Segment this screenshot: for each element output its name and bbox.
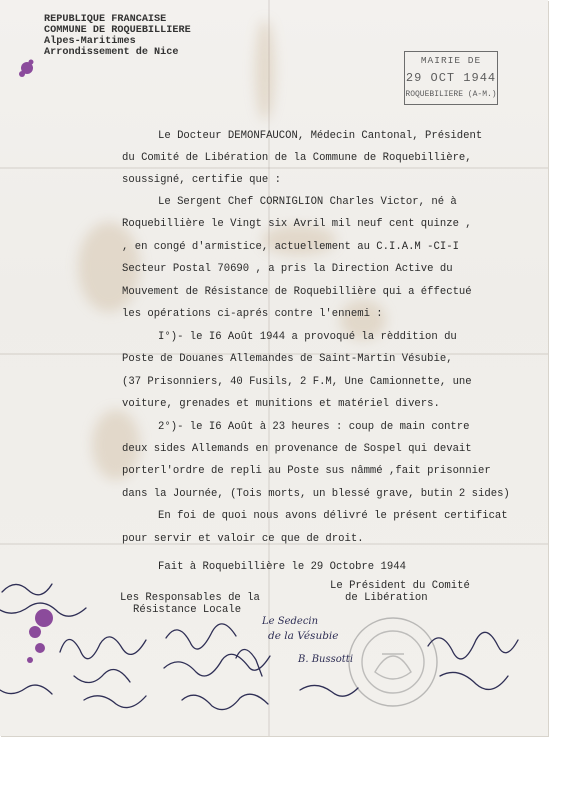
- body-line: les opérations ci-aprés contre l'ennemi :: [122, 308, 383, 320]
- body-line: , en congé d'armistice, actuellement au C.I.A.M -CI-I: [122, 241, 459, 253]
- signatory-title: Résistance Locale: [133, 604, 242, 616]
- commune-seal: [349, 618, 437, 706]
- body-line: Mouvement de Résistance de Roquebillière qui a éffectué: [122, 286, 472, 298]
- body-line: soussigné, certifie que :: [122, 174, 281, 186]
- signatory-title: Les Responsables de la: [120, 592, 260, 604]
- body-line: Le Sergent Chef CORNIGLION Charles Victor, né à: [158, 196, 457, 208]
- place-date-line: Fait à Roquebillière le 29 Octobre 1944: [158, 561, 406, 573]
- body-line: pour servir et valoir ce que de droit.: [122, 533, 364, 545]
- body-line: Roquebillière le Vingt six Avril mil neuf cent quinze ,: [122, 218, 472, 230]
- stamp-label: MAIRIE DE: [420, 55, 482, 66]
- header-line: Alpes-Maritimes: [44, 36, 136, 47]
- body-line: Secteur Postal 70690 , a pris la Direction Active du: [122, 263, 453, 275]
- signatory-title: de Libération: [345, 592, 428, 604]
- handwritten-note: Le Sedecin: [262, 616, 319, 627]
- body-line: Le Docteur DEMONFAUCON, Médecin Cantonal, Président: [158, 130, 483, 142]
- body-line: du Comité de Libération de la Commune de Roquebillière,: [122, 152, 472, 164]
- signatory-title: Le Président du Comité: [330, 580, 470, 592]
- body-line: porterl'ordre de repli au Poste sus nâmmé ,fait prisonnier: [122, 465, 491, 477]
- body-line: En foi de quoi nous avons délivré le présent certificat: [158, 510, 508, 522]
- body-line: (37 Prisonniers, 40 Fusils, 2 F.M, Une Camionnette, une: [122, 376, 472, 388]
- header-line: Arrondissement de Nice: [44, 47, 179, 58]
- body-line: I°)- le I6 Août 1944 a provoqué la rèddition du: [158, 331, 457, 343]
- ink-blot: [19, 60, 53, 664]
- body-line: 2°)- le I6 Août à 23 heures : coup de main contre: [158, 421, 470, 433]
- header-line: COMMUNE DE ROQUEBILLIERE: [44, 25, 191, 36]
- body-line: dans la Journée, (Tois morts, un blessé grave, butin 2 sides): [122, 488, 510, 500]
- body-line: voiture, grenades et munitions et matériel divers.: [122, 398, 440, 410]
- handwritten-note: de la Vésubie: [268, 630, 339, 642]
- stamp-date: 29 OCT 1944: [405, 71, 497, 85]
- body-line: deux sides Allemands en provenance de Sospel qui devait: [122, 443, 472, 455]
- body-line: Poste de Douanes Allemandes de Saint-Martin Vésubie,: [122, 353, 453, 365]
- handwritten-note: B. Bussotti: [298, 654, 354, 665]
- header-line: REPUBLIQUE FRANCAISE: [44, 14, 167, 25]
- stamp-label: ROQUEBILIERE (A-M.): [405, 90, 497, 99]
- handwritten-signature: [0, 584, 518, 710]
